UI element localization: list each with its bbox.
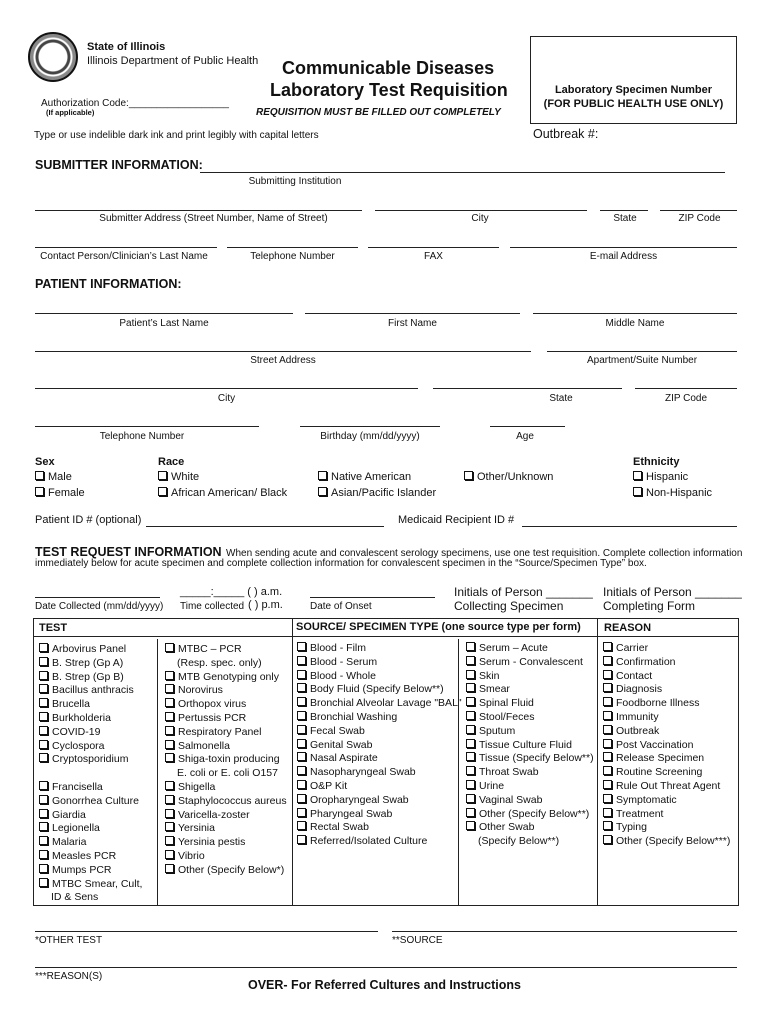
- checkbox-icon: [603, 780, 612, 789]
- checkbox-icon: [466, 752, 475, 761]
- submitter-zip-label: ZIP Code: [678, 213, 721, 224]
- checkbox-icon: [39, 643, 48, 652]
- checkbox-icon: [158, 487, 167, 496]
- test-option[interactable]: Respiratory Panel: [165, 726, 287, 740]
- patient-state-line[interactable]: [433, 388, 622, 389]
- checkbox-icon: [297, 835, 306, 844]
- test-option[interactable]: Shigella: [165, 781, 287, 795]
- race-black-option[interactable]: [158, 487, 287, 499]
- race-asian-option[interactable]: [318, 487, 436, 499]
- test-option[interactable]: MTB Genotyping only: [165, 671, 287, 685]
- test-option[interactable]: Measles PCR: [39, 850, 142, 864]
- date-onset-label: Date of Onset: [310, 601, 372, 612]
- checkbox-icon: [466, 656, 475, 665]
- medicaid-label: Medicaid Recipient ID #: [398, 514, 515, 526]
- test-option[interactable]: Yersinia: [165, 822, 287, 836]
- time-collected-field[interactable]: _____:_____ ( ) a.m.: [180, 586, 283, 598]
- initials-completing-label: Completing Form: [603, 599, 696, 613]
- source-option[interactable]: O&P Kit: [297, 780, 462, 794]
- reason-option[interactable]: Typing: [603, 821, 730, 835]
- col-test-header: TEST: [39, 622, 68, 634]
- checkbox-icon: [603, 794, 612, 803]
- reason-option[interactable]: Routine Screening: [603, 766, 730, 780]
- specimen-box-label: Laboratory Specimen Number: [554, 84, 713, 96]
- test-option[interactable]: COVID-19: [39, 726, 142, 740]
- sex-female-option[interactable]: [35, 487, 85, 499]
- source-list-2: [466, 642, 594, 849]
- test-subcolumn-divider: [157, 639, 158, 905]
- other-test-line[interactable]: [35, 931, 378, 932]
- source-option[interactable]: Tissue Culture Fluid: [466, 739, 594, 753]
- test-option[interactable]: Burkholderia: [39, 712, 142, 726]
- checkbox-icon: [466, 711, 475, 720]
- source-option[interactable]: Nasal Aspirate: [297, 752, 462, 766]
- patient-heading: PATIENT INFORMATION:: [35, 277, 182, 291]
- test-option-note: (Resp. spec. only): [177, 656, 262, 669]
- source-subcolumn-divider: [458, 639, 459, 905]
- checkbox-icon: [603, 725, 612, 734]
- test-option[interactable]: Arbovirus Panel: [39, 643, 142, 657]
- checkbox-icon: [603, 766, 612, 775]
- date-collected-label: Date Collected (mm/dd/yyyy): [35, 601, 164, 612]
- submitter-city-line[interactable]: [375, 210, 587, 211]
- source-option[interactable]: Nasopharyngeal Swab: [297, 766, 462, 780]
- sex-male-option[interactable]: [35, 471, 72, 483]
- race-native-american-option[interactable]: [318, 471, 411, 483]
- checkbox-icon: [39, 726, 48, 735]
- option-label: Female: [48, 487, 85, 499]
- checkbox-icon: [165, 643, 174, 652]
- reason-option[interactable]: Treatment: [603, 808, 730, 822]
- source-option[interactable]: Bronchial Washing: [297, 711, 462, 725]
- checkbox-icon: [297, 766, 306, 775]
- checkbox-icon: [165, 822, 174, 831]
- col-source-header: SOURCE/ SPECIMEN TYPE (one source type per form): [296, 621, 581, 633]
- checkbox-icon: [158, 471, 167, 480]
- checkbox-icon: [297, 711, 306, 720]
- checkbox-icon: [466, 808, 475, 817]
- patient-city-line[interactable]: [35, 388, 418, 389]
- test-option[interactable]: Cryptosporidium: [39, 753, 142, 767]
- checkbox-icon: [39, 698, 48, 707]
- patient-first-name-line[interactable]: [305, 313, 520, 314]
- reason-option[interactable]: Diagnosis: [603, 683, 730, 697]
- patient-apt-label: Apartment/Suite Number: [586, 355, 698, 366]
- checkbox-icon: [39, 836, 48, 845]
- source-option[interactable]: Oropharyngeal Swab: [297, 794, 462, 808]
- test-option[interactable]: Francisella: [39, 781, 142, 795]
- checkbox-icon: [39, 795, 48, 804]
- checkbox-icon: [466, 780, 475, 789]
- checkbox-icon: [603, 697, 612, 706]
- source-option[interactable]: Spinal Fluid: [466, 697, 594, 711]
- patient-city-label: City: [217, 393, 236, 404]
- option-label: White: [171, 471, 200, 483]
- checkbox-icon: [39, 712, 48, 721]
- checkbox-icon: [39, 781, 48, 790]
- table-col-divider-1: [292, 618, 293, 905]
- patient-middle-name-line[interactable]: [533, 313, 737, 314]
- checkbox-icon: [603, 808, 612, 817]
- spacer: [39, 767, 142, 781]
- checkbox-icon: [603, 670, 612, 679]
- patient-street-label: Street Address: [250, 355, 316, 366]
- patient-id-line[interactable]: [146, 526, 384, 527]
- test-request-note-line2: immediately below for acute specimen and complete collection information for convalescent specimen in the “Source/Specimen Type” box.: [35, 558, 647, 569]
- checkbox-icon: [35, 471, 44, 480]
- submitter-phone-line[interactable]: [227, 247, 358, 248]
- source-option[interactable]: Blood - Whole: [297, 670, 462, 684]
- checkbox-icon: [297, 739, 306, 748]
- department-name: Illinois Department of Public Health: [87, 55, 259, 67]
- table-header-divider: [33, 636, 739, 637]
- initials-completing-field[interactable]: Initials of Person _______: [603, 585, 742, 599]
- test-request-heading: TEST REQUEST INFORMATION: [35, 545, 222, 559]
- test-option[interactable]: Yersinia pestis: [165, 836, 287, 850]
- checkbox-icon: [165, 795, 174, 804]
- source-option[interactable]: Bronchial Alveolar Lavage "BAL": [297, 697, 462, 711]
- test-request-note-line1: When sending acute and convalescent serology specimens, use one test requisition. Complete collection information: [226, 548, 743, 559]
- patient-phone-label: Telephone Number: [99, 431, 185, 442]
- source-option[interactable]: Pharyngeal Swab: [297, 808, 462, 822]
- test-option[interactable]: Legionella: [39, 822, 142, 836]
- test-option-continuation: ID & Sens: [51, 891, 99, 904]
- test-option[interactable]: MTBC – PCR: [165, 643, 287, 657]
- checkbox-icon: [297, 780, 306, 789]
- patient-last-name-label: Patient’s Last Name: [119, 318, 209, 329]
- tests-list-2: [165, 643, 287, 878]
- time-collected-label: Time collected: [180, 601, 245, 612]
- option-label: African American/ Black: [171, 487, 288, 499]
- checkbox-icon: [165, 698, 174, 707]
- outbreak-field[interactable]: Outbreak #:: [533, 127, 599, 141]
- source-option[interactable]: Tissue (Specify Below**): [466, 752, 594, 766]
- source-option-note: (Specify Below**): [478, 835, 560, 848]
- option-label: Asian/Pacific Islander: [331, 487, 437, 499]
- submitter-email-line[interactable]: [510, 247, 737, 248]
- checkbox-icon: [39, 850, 48, 859]
- reason-option[interactable]: Outbreak: [603, 725, 730, 739]
- patient-birthday-label: Birthday (mm/dd/yyyy): [320, 431, 420, 442]
- ink-instructions: Type or use indelible dark ink and print legibly with capital letters: [34, 130, 319, 141]
- test-option[interactable]: Giardia: [39, 809, 142, 823]
- checkbox-icon: [165, 809, 174, 818]
- patient-state-label: State: [549, 393, 573, 404]
- test-option[interactable]: MTBC Smear, Cult,: [39, 878, 142, 892]
- reason-list: [603, 642, 730, 849]
- must-fill-notice: REQUISITION MUST BE FILLED OUT COMPLETELY: [256, 107, 501, 118]
- checkbox-icon: [165, 684, 174, 693]
- reason-option[interactable]: Symptomatic: [603, 794, 730, 808]
- checkbox-icon: [39, 822, 48, 831]
- checkbox-icon: [318, 487, 327, 496]
- checkbox-icon: [466, 670, 475, 679]
- checkbox-icon: [165, 671, 174, 680]
- checkbox-icon: [466, 697, 475, 706]
- checkbox-icon: [466, 739, 475, 748]
- checkbox-icon: [297, 794, 306, 803]
- submitter-phone-label: Telephone Number: [250, 251, 335, 262]
- source-option[interactable]: Fecal Swab: [297, 725, 462, 739]
- test-option[interactable]: Mumps PCR: [39, 864, 142, 878]
- submitter-email-label: E-mail Address: [589, 251, 658, 262]
- other-source-line[interactable]: [392, 931, 737, 932]
- initials-collecting-label: Collecting Specimen: [454, 599, 564, 613]
- checkbox-icon: [466, 683, 475, 692]
- reason-option[interactable]: Foodborne Illness: [603, 697, 730, 711]
- checkbox-icon: [603, 642, 612, 651]
- test-option[interactable]: B. Strep (Gp B): [39, 671, 142, 685]
- patient-age-label: Age: [516, 431, 534, 442]
- checkbox-icon: [633, 471, 642, 480]
- race-white-option[interactable]: [158, 471, 199, 483]
- test-option[interactable]: Varicella-zoster: [165, 809, 287, 823]
- patient-id-label: Patient ID # (optional): [35, 514, 142, 526]
- reasons-label: ***REASON(S): [35, 971, 103, 982]
- checkbox-icon: [165, 836, 174, 845]
- checkbox-icon: [603, 656, 612, 665]
- checkbox-icon: [39, 753, 48, 762]
- date-onset-line[interactable]: [310, 597, 435, 598]
- checkbox-icon: [39, 684, 48, 693]
- submitting-institution-line[interactable]: [200, 172, 725, 173]
- contact-person-label: Contact Person/Clinician’s Last Name: [40, 251, 208, 262]
- date-collected-line[interactable]: [35, 597, 160, 598]
- other-test-label: *OTHER TEST: [35, 935, 103, 946]
- option-label: Non-Hispanic: [646, 487, 713, 499]
- medicaid-line[interactable]: [522, 526, 737, 527]
- over-instructions: OVER- For Referred Cultures and Instructions: [248, 978, 521, 992]
- checkbox-icon: [603, 835, 612, 844]
- reason-option[interactable]: Release Specimen: [603, 752, 730, 766]
- table-col-divider-2: [597, 618, 598, 905]
- test-option[interactable]: Shiga-toxin producing: [165, 753, 287, 767]
- patient-age-line[interactable]: [490, 426, 565, 427]
- patient-last-name-line[interactable]: [35, 313, 293, 314]
- test-option[interactable]: B. Strep (Gp A): [39, 657, 142, 671]
- source-option[interactable]: Blood - Serum: [297, 656, 462, 670]
- checkbox-icon: [39, 878, 48, 887]
- tests-list-1: [39, 643, 142, 905]
- test-option[interactable]: Salmonella: [165, 740, 287, 754]
- source-option[interactable]: Referred/Isolated Culture: [297, 835, 462, 849]
- option-label: Male: [48, 471, 72, 483]
- source-option[interactable]: Genital Swab: [297, 739, 462, 753]
- submitter-state-line[interactable]: [600, 210, 648, 211]
- checkbox-icon: [466, 725, 475, 734]
- form-title-line1: Communicable Diseases: [282, 58, 495, 78]
- time-pm-field[interactable]: ( ) p.m.: [248, 599, 283, 611]
- checkbox-icon: [464, 471, 473, 480]
- submitter-city-label: City: [471, 213, 489, 224]
- test-option[interactable]: Malaria: [39, 836, 142, 850]
- submitter-heading: SUBMITTER INFORMATION:: [35, 158, 203, 172]
- checkbox-icon: [39, 809, 48, 818]
- sex-label: Sex: [35, 456, 55, 468]
- checkbox-icon: [466, 821, 475, 830]
- checkbox-icon: [39, 671, 48, 680]
- checkbox-icon: [165, 712, 174, 721]
- test-option[interactable]: Pertussis PCR: [165, 712, 287, 726]
- source-option[interactable]: Smear: [466, 683, 594, 697]
- test-option[interactable]: Orthopox virus: [165, 698, 287, 712]
- reason-option[interactable]: Carrier: [603, 642, 730, 656]
- test-option[interactable]: Brucella: [39, 698, 142, 712]
- state-name: State of Illinois: [87, 41, 166, 53]
- patient-zip-line[interactable]: [635, 388, 737, 389]
- checkbox-icon: [39, 864, 48, 873]
- checkbox-icon: [297, 821, 306, 830]
- submitter-fax-label: FAX: [424, 251, 443, 262]
- checkbox-icon: [603, 711, 612, 720]
- checkbox-icon: [297, 697, 306, 706]
- reason-option[interactable]: Post Vaccination: [603, 739, 730, 753]
- patient-street-line[interactable]: [35, 351, 531, 352]
- reason-option[interactable]: Contact: [603, 670, 730, 684]
- test-option[interactable]: Norovirus: [165, 684, 287, 698]
- specimen-number-box[interactable]: [530, 36, 737, 124]
- option-label: Native American: [331, 471, 412, 483]
- checkbox-icon: [603, 683, 612, 692]
- reason-option[interactable]: Immunity: [603, 711, 730, 725]
- source-option[interactable]: Skin: [466, 670, 594, 684]
- checkbox-icon: [603, 752, 612, 761]
- reason-option[interactable]: Rule Out Threat Agent: [603, 780, 730, 794]
- submitter-address-label: Submitter Address (Street Number, Name of Street): [99, 213, 328, 224]
- checkbox-icon: [466, 642, 475, 651]
- patient-first-name-label: First Name: [388, 318, 437, 329]
- contact-person-line[interactable]: [35, 247, 217, 248]
- patient-middle-name-label: Middle Name: [605, 318, 665, 329]
- submitter-fax-line[interactable]: [368, 247, 499, 248]
- specimen-box-note: (FOR PUBLIC HEALTH USE ONLY): [543, 98, 724, 110]
- checkbox-icon: [466, 766, 475, 775]
- ethnicity-label: Ethnicity: [633, 456, 680, 468]
- source-option[interactable]: Rectal Swab: [297, 821, 462, 835]
- patient-apt-line[interactable]: [547, 351, 737, 352]
- col-reason-header: REASON: [604, 622, 652, 634]
- option-label: Hispanic: [646, 471, 689, 483]
- submitting-institution-label: Submitting Institution: [248, 176, 342, 187]
- reason-option[interactable]: Confirmation: [603, 656, 730, 670]
- source-list-1: [297, 642, 462, 849]
- patient-birthday-line[interactable]: [300, 426, 440, 427]
- checkbox-icon: [603, 739, 612, 748]
- source-option[interactable]: Other Swab: [466, 821, 594, 835]
- checkbox-icon: [297, 752, 306, 761]
- source-option[interactable]: Blood - Film: [297, 642, 462, 656]
- checkbox-icon: [297, 670, 306, 679]
- race-label: Race: [158, 456, 185, 468]
- checkbox-icon: [165, 781, 174, 790]
- source-option[interactable]: Sputum: [466, 725, 594, 739]
- test-option[interactable]: Bacillus anthracis: [39, 684, 142, 698]
- test-option[interactable]: Cyclospora: [39, 740, 142, 754]
- option-label: Other/Unknown: [477, 471, 554, 483]
- checkbox-icon: [297, 642, 306, 651]
- authorization-code-field[interactable]: Authorization Code:__________________: [41, 98, 229, 109]
- test-option[interactable]: Other (Specify Below*): [165, 864, 287, 878]
- test-option-note: E. coli or E. coli O157: [177, 767, 278, 780]
- test-option[interactable]: Staphylococcus aureus: [165, 795, 287, 809]
- checkbox-icon: [633, 487, 642, 496]
- form-title-line2: Laboratory Test Requisition: [270, 80, 508, 100]
- submitter-state-label: State: [613, 213, 637, 224]
- checkbox-icon: [297, 683, 306, 692]
- source-option[interactable]: Urine: [466, 780, 594, 794]
- checkbox-icon: [297, 725, 306, 734]
- test-option[interactable]: Gonorrhea Culture: [39, 795, 142, 809]
- source-option[interactable]: Throat Swab: [466, 766, 594, 780]
- patient-zip-label: ZIP Code: [664, 393, 708, 404]
- illinois-seal-icon: [28, 32, 78, 82]
- source-option[interactable]: Serum – Acute: [466, 642, 594, 656]
- reason-option[interactable]: Other (Specify Below***): [603, 835, 730, 849]
- submitter-address-line[interactable]: [35, 210, 362, 211]
- initials-collecting-field[interactable]: Initials of Person _______: [454, 585, 593, 599]
- race-other-option[interactable]: [464, 471, 553, 483]
- test-option[interactable]: Vibrio: [165, 850, 287, 864]
- checkbox-icon: [318, 471, 327, 480]
- checkbox-icon: [35, 487, 44, 496]
- checkbox-icon: [466, 794, 475, 803]
- checkbox-icon: [297, 656, 306, 665]
- authorization-note: (If applicable): [46, 108, 95, 117]
- reasons-line[interactable]: [35, 967, 737, 968]
- checkbox-icon: [297, 808, 306, 817]
- source-option[interactable]: Vaginal Swab: [466, 794, 594, 808]
- patient-phone-line[interactable]: [35, 426, 259, 427]
- checkbox-icon: [165, 740, 174, 749]
- checkbox-icon: [165, 850, 174, 859]
- checkbox-icon: [39, 740, 48, 749]
- submitter-zip-line[interactable]: [660, 210, 737, 211]
- checkbox-icon: [165, 864, 174, 873]
- source-option[interactable]: Other (Specify Below**): [466, 808, 594, 822]
- other-source-label: **SOURCE: [392, 935, 443, 946]
- ethnicity-non-hispanic-option[interactable]: [633, 487, 712, 499]
- checkbox-icon: [165, 726, 174, 735]
- ethnicity-hispanic-option[interactable]: [633, 471, 688, 483]
- checkbox-icon: [39, 657, 48, 666]
- checkbox-icon: [165, 753, 174, 762]
- source-option[interactable]: Serum - Convalescent: [466, 656, 594, 670]
- source-option[interactable]: Stool/Feces: [466, 711, 594, 725]
- source-option[interactable]: Body Fluid (Specify Below**): [297, 683, 462, 697]
- checkbox-icon: [603, 821, 612, 830]
